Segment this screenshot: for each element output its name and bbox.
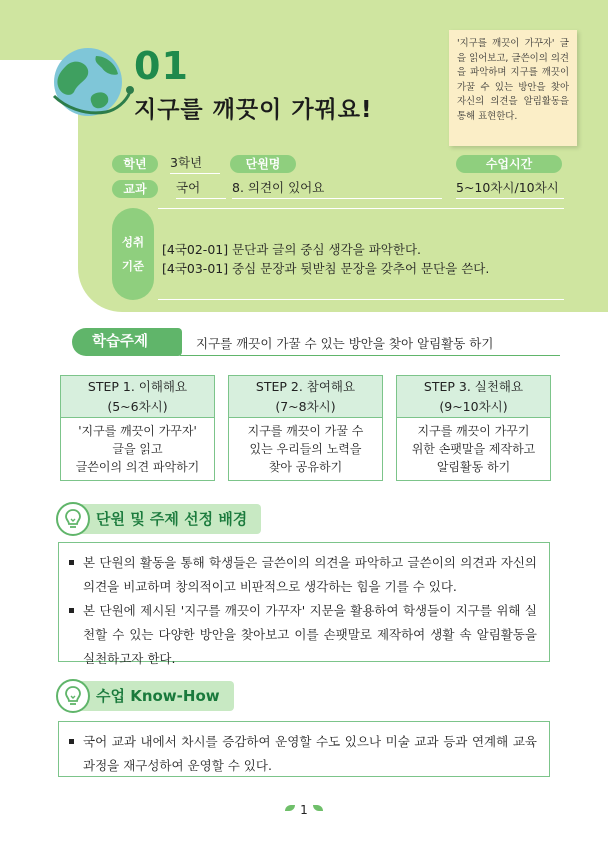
section-background-title: 단원 및 주제 선정 배경 (60, 504, 261, 534)
hours-value: 5~10차시/10차시 (456, 179, 564, 199)
step-line: 글쓴이의 의견 파악하기 (75, 460, 200, 474)
step-line: 지구를 깨끗이 가꿀 수 (247, 424, 364, 438)
unit-value: 8. 의견이 있어요 (232, 179, 442, 199)
step-card-3 (396, 375, 551, 481)
step-description (397, 418, 550, 476)
list-item: 본 단원에 제시된 '지구를 깨끗이 가꾸자' 지문을 활용하여 학생들이 지구를 위해 실천할 수 있는 다양한 방안을 찾아보고 이를 손팻말로 제작하여 생활 속 알림활동을 실천하고자 한다. (83, 599, 537, 671)
step-hours: (7~8차시) (275, 399, 336, 414)
step-hours: (9~10차시) (439, 399, 508, 414)
step-line: 알림활동 하기 (436, 460, 511, 474)
step-description (229, 418, 382, 476)
criteria-label-line2: 기준 (121, 259, 145, 273)
topic-label: 학습주제 (72, 328, 182, 356)
lesson-number: 01 (134, 44, 189, 88)
criteria-label-line1: 성취 (121, 235, 145, 249)
step-line: 글을 읽고 (112, 442, 163, 456)
step-description (61, 418, 214, 476)
section-knowhow-title: 수업 Know-How (60, 681, 234, 711)
section-background-box (58, 542, 550, 666)
topic-text: 지구를 깨끗이 가꿀 수 있는 방안을 찾아 알림활동 하기 (196, 336, 494, 351)
step-card-2 (228, 375, 383, 481)
page-number: 1 (300, 803, 308, 817)
earth-globe-icon (44, 36, 134, 126)
step-header (397, 376, 550, 418)
step-line: 찾아 공유하기 (268, 460, 343, 474)
list-item: 본 단원의 활동을 통해 학생들은 글쓴이의 의견을 파악하고 글쓴이의 의견과 자신의 의견을 비교하며 창의적이고 비판적으로 생각하는 힘을 기를 수 있다. (83, 551, 537, 599)
step-title: STEP 2. 참여해요 (255, 379, 356, 394)
criteria-label (112, 208, 154, 300)
hours-label: 수업시간 (456, 155, 562, 173)
grade-value: 3학년 (170, 154, 220, 174)
criteria-item: [4국02-01] 문단과 글의 중심 생각을 파악한다. (162, 242, 421, 257)
lightbulb-icon (56, 679, 90, 713)
subject-value: 국어 (176, 179, 226, 199)
step-title: STEP 3. 실천해요 (423, 379, 524, 394)
subject-label: 교과 (112, 180, 158, 198)
list-item: 국어 교과 내에서 차시를 증감하여 운영할 수도 있으나 미술 교과 등과 연계해 교육과정을 재구성하여 운영할 수 있다. (83, 730, 537, 778)
section-knowhow-box (58, 721, 550, 777)
step-title: STEP 1. 이해해요 (87, 379, 188, 394)
lightbulb-icon (56, 502, 90, 536)
unit-label: 단원명 (230, 155, 296, 173)
lesson-summary-note: '지구를 깨끗이 가꾸자' 글을 읽어보고, 글쓴이의 의견을 파악하며 지구를 깨끗이 가꿀 수 있는 방안을 찾아 자신의 의견을 알림활동을 통해 표현한다. (449, 30, 577, 146)
grade-label: 학년 (112, 155, 158, 173)
step-line: '지구를 깨끗이 가꾸자' (78, 424, 197, 438)
step-header (229, 376, 382, 418)
criteria-item: [4국03-01] 중심 문장과 뒷받침 문장을 갖추어 문단을 쓴다. (162, 261, 490, 276)
step-card-1 (60, 375, 215, 481)
step-header (61, 376, 214, 418)
step-hours: (5~6차시) (107, 399, 168, 414)
step-line: 지구를 깨끗이 가꾸기 (417, 424, 530, 438)
step-line: 위한 손팻말을 제작하고 (411, 442, 536, 456)
step-line: 있는 우리들의 노력을 (249, 442, 362, 456)
lesson-title: 지구를 깨끗이 가꿔요! (134, 97, 373, 123)
